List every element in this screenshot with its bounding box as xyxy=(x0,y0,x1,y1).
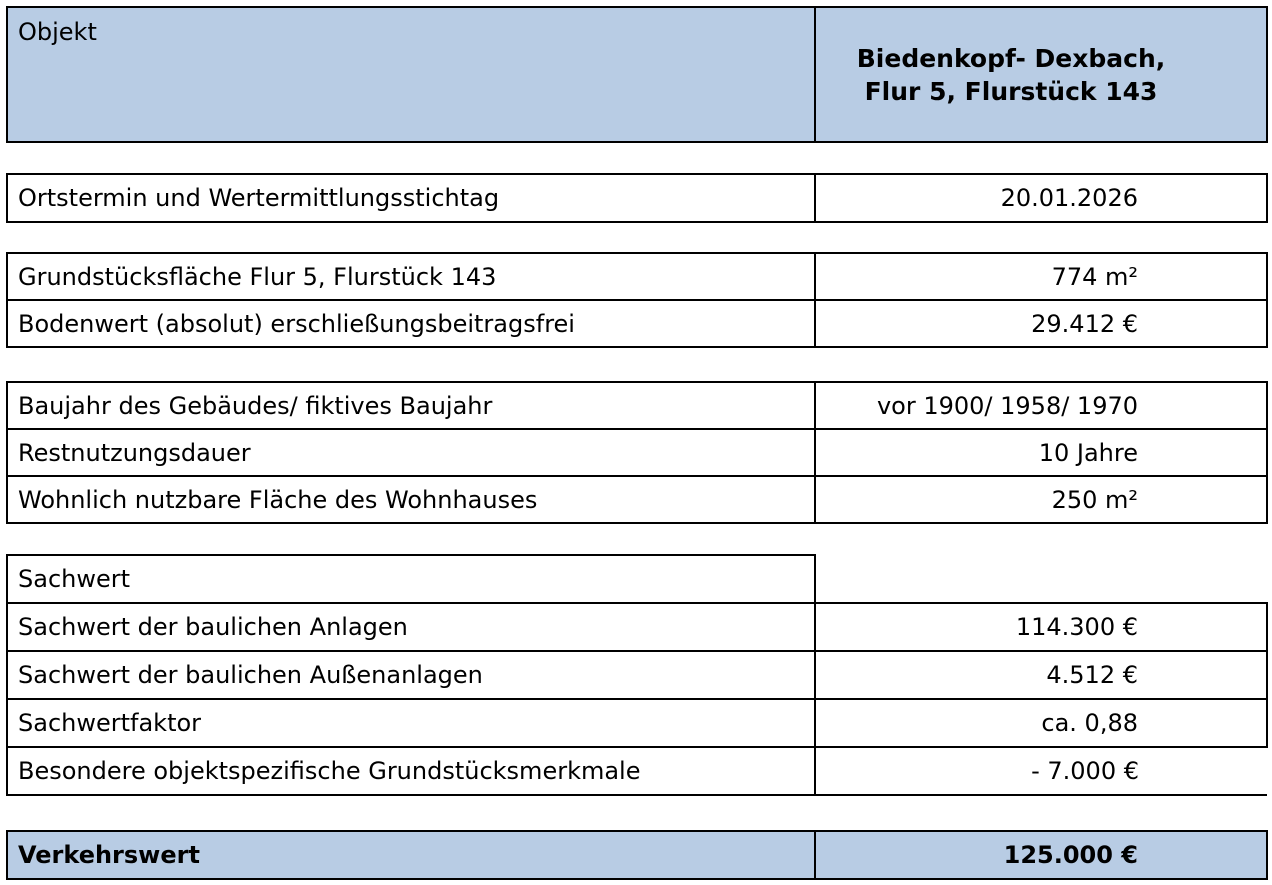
gebaeude-table xyxy=(6,381,1268,524)
sachwert-aussenanlagen-value: 4.512 € xyxy=(815,651,1267,699)
sachwert-header-empty xyxy=(815,555,1267,603)
stichtag-row xyxy=(7,174,1267,222)
sachwertfaktor-label: Sachwertfaktor xyxy=(7,699,815,747)
bodenwert-label: Bodenwert (absolut) erschließungsbeitragsfrei xyxy=(7,300,815,347)
sachwert-anlagen-label: Sachwert der baulichen Anlagen xyxy=(7,603,815,651)
stichtag-table xyxy=(6,173,1268,223)
table-row xyxy=(7,603,1267,651)
table-row xyxy=(7,300,1267,347)
grundstuecksflaeche-value: 774 m² xyxy=(815,253,1267,300)
objekt-value xyxy=(815,7,1267,142)
table-row xyxy=(7,651,1267,699)
table-row xyxy=(7,699,1267,747)
objekt-label: Objekt xyxy=(7,7,815,142)
stichtag-value: 20.01.2026 xyxy=(815,174,1267,222)
restnutzungsdauer-value: 10 Jahre xyxy=(815,429,1267,476)
verkehrswert-row xyxy=(7,831,1267,879)
objekt-row xyxy=(7,7,1267,142)
besondere-merkmale-value: - 7.000 € xyxy=(815,747,1267,795)
restnutzungsdauer-label: Restnutzungsdauer xyxy=(7,429,815,476)
besondere-merkmale-label: Besondere objektspezifische Grundstücksmerkmale xyxy=(7,747,815,795)
sachwert-header-row xyxy=(7,555,1267,603)
baujahr-label: Baujahr des Gebäudes/ fiktives Baujahr xyxy=(7,382,815,429)
wohnflaeche-value: 250 m² xyxy=(815,476,1267,523)
grundstuecksflaeche-label: Grundstücksfläche Flur 5, Flurstück 143 xyxy=(7,253,815,300)
stichtag-label: Ortstermin und Wertermittlungsstichtag xyxy=(7,174,815,222)
verkehrswert-label: Verkehrswert xyxy=(7,831,815,879)
table-row xyxy=(7,382,1267,429)
wohnflaeche-label: Wohnlich nutzbare Fläche des Wohnhauses xyxy=(7,476,815,523)
table-row xyxy=(7,429,1267,476)
sachwertfaktor-value: ca. 0,88 xyxy=(815,699,1267,747)
sachwert-anlagen-value: 114.300 € xyxy=(815,603,1267,651)
sachwert-table xyxy=(6,554,1268,796)
verkehrswert-table xyxy=(6,830,1268,880)
objekt-value-line1: Biedenkopf- Dexbach, xyxy=(856,43,1166,73)
table-row xyxy=(7,476,1267,523)
sachwert-aussenanlagen-label: Sachwert der baulichen Außenanlagen xyxy=(7,651,815,699)
verkehrswert-value: 125.000 € xyxy=(815,831,1267,879)
table-row xyxy=(7,747,1267,795)
table-row xyxy=(7,253,1267,300)
bodenwert-value: 29.412 € xyxy=(815,300,1267,347)
baujahr-value: vor 1900/ 1958/ 1970 xyxy=(815,382,1267,429)
objekt-value-line2: Flur 5, Flurstück 143 xyxy=(864,76,1158,106)
sachwert-header: Sachwert xyxy=(7,555,815,603)
grundstueck-table xyxy=(6,252,1268,348)
objekt-table xyxy=(6,6,1268,143)
